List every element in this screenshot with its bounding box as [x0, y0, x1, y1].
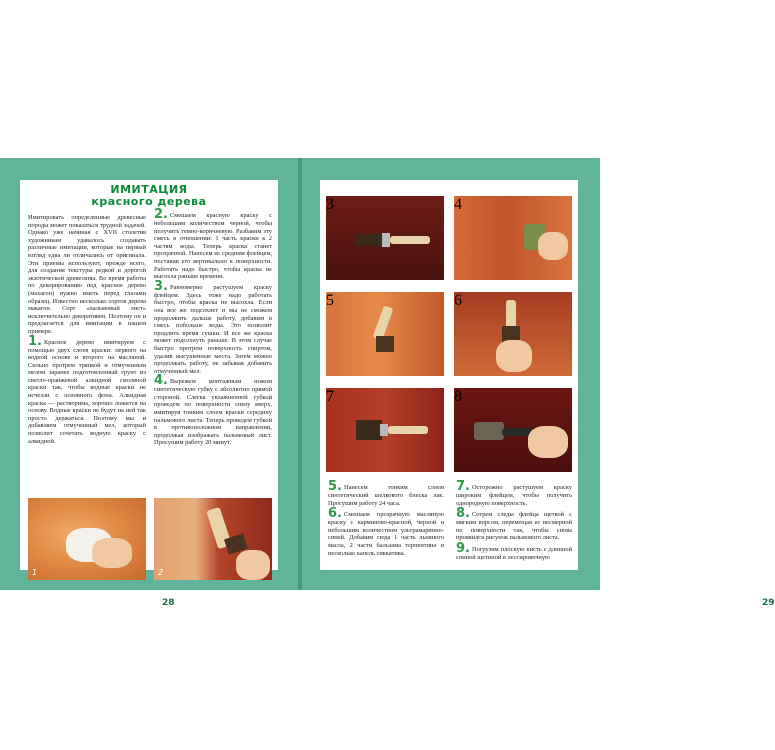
step-number: 7.	[456, 479, 470, 494]
step-5	[328, 479, 444, 507]
step-2	[154, 207, 272, 281]
photo-label: 7	[326, 388, 334, 405]
title-line-1: ИМИТАЦИЯ	[110, 183, 188, 196]
step-text: Равномерно растушуем краску флейцем. Здесь тоже надо работать быстро, чтобы краска не высохла. Если она все же подсохнет и мы не сможем продолжить дальше работу, добавим в смесь побольше воды. Это позволит продлить время сушки. И все же краска может подсохнуть раньше. В этом случае быстро протрем поверхность спиртом, удалив высушенные места. Затем можно продолжать работу, не забывая добавить отмученный мел.	[154, 283, 272, 375]
step-text: Красное дерево имитируем с помощью двух слоев краски: первого на водной основе и второго на масляной. Сильно протрем тряпкой и отмученным мелом заранее подготовленный грунт из светло-оранжевой алкидной смоляной краски так, чтобы водные краски не исчезли с основного фона. Алкидная краска — растворима, хорошо ложится на основу. Водные краски не будут на ней так просто держаться. Поэтому мы и добавляем отмученный мел, который позволит сочетать водную краску с алкидной.	[28, 338, 146, 445]
photo-label: 3	[326, 196, 334, 213]
step-7	[456, 479, 572, 507]
step-6	[328, 506, 444, 557]
photo-3-brush-dark	[326, 196, 444, 280]
step-8	[456, 506, 572, 542]
step-number: 8.	[456, 506, 470, 522]
book-spread	[0, 158, 775, 608]
book-gutter	[298, 158, 302, 590]
step-4	[154, 373, 272, 447]
page-number: 29	[762, 598, 775, 608]
photo-label: 6	[454, 292, 462, 309]
right-page	[320, 180, 775, 608]
photo-4-sponge-grain	[454, 196, 572, 280]
photo-label: 5	[326, 292, 334, 309]
photo-label: 2	[158, 568, 164, 577]
photo-label: 1	[32, 568, 38, 577]
step-number: 4.	[154, 373, 168, 389]
hand-shape	[496, 340, 532, 372]
photo-1-sponge-rubbing	[28, 498, 146, 580]
step-number: 2.	[154, 207, 168, 222]
step-9	[456, 540, 572, 562]
step-text: Осторожно растушуем краску широким флейцем, чтобы получить однородную поверхность.	[456, 484, 572, 507]
brush-handle-shape	[388, 426, 428, 434]
step-text: Вырежем монтажным ножом синтетическую губку с абсолютно прямой стороной. Слегка увлажненной губкой проведем по поверхности снизу вверх, имитируя тонким слоем краски середину пальмового листа. Теперь проведем губкой в противоположном направлении, продолжая изображать пальмовый лист. Просушим работу 20 минут.	[154, 378, 272, 447]
step-number: 5.	[328, 479, 342, 494]
hand-shape	[236, 550, 270, 580]
right-page-right-column	[456, 479, 572, 564]
step-1	[28, 333, 146, 446]
hand-shape	[528, 426, 568, 458]
brush-bristles-shape	[356, 420, 382, 440]
photo-2-brush-application	[154, 498, 272, 580]
hand-shape	[92, 538, 132, 568]
brush-bristles-shape	[376, 336, 394, 352]
photo-8-soft-brush	[454, 388, 572, 472]
right-page-left-column	[328, 479, 444, 559]
soft-brush-shape	[474, 422, 504, 440]
photo-label: 8	[454, 388, 462, 405]
step-number: 1.	[28, 333, 42, 349]
left-column	[28, 214, 146, 446]
step-text: Нанесем тонким слоем синтетический шелкового блеска лак. Просушим работу 24 часа.	[328, 484, 444, 507]
page-number: 28	[162, 598, 175, 608]
photo-7-wide-brush	[326, 388, 444, 472]
title-line-2: красного дерева	[91, 195, 207, 208]
photo-label: 4	[454, 196, 462, 213]
photo-6-brush-hand	[454, 292, 572, 376]
step-text: Смешаем прозрачную масляную краску с карминово-красной, черной и небольшим количеством ультрамаринно-синей. Добавим сюда 1 часть льняного масла, 2 части бальзама терпентина и несколько капель сиккатива.	[328, 511, 444, 557]
step-number: 3.	[154, 278, 168, 294]
hand-shape	[538, 232, 568, 260]
step-text: Погрузим плоскую кисть с длинной спиной щетиной в лессировочную	[456, 545, 572, 561]
brush-handle-shape	[506, 300, 516, 328]
step-number: 9.	[456, 540, 470, 556]
left-page	[20, 180, 278, 608]
step-text: Сотрем следы флейца щеткой с мягким ворсом, перемещая ее несмерной по поверхности так, чтобы снова проявился рисунок пальмового листа.	[456, 511, 572, 542]
step-3	[154, 278, 272, 376]
page-title	[20, 184, 278, 208]
step-text: Смешаем красную краску с небольшим количеством черной, чтобы получить темно-коричневую. Разбавим эту смесь в отношении: 1 часть краски к 2 частям воды. Теперь краска станет прозрачной. Нанесем ее средним флейцем, поставив его вертикально к поверхности. Работать надо быстро, чтобы краска не высохла раньше времени.	[154, 212, 272, 281]
brush-ferrule-shape	[382, 233, 390, 247]
right-column	[154, 207, 272, 448]
brush-ferrule-shape	[380, 424, 388, 436]
intro-paragraph: Имитировать определенные древесные породы может показаться трудной задачей. Однако уже начиная с XVII столетия художникам удавалось создавать различные имитации, которые на первый взгляд едва ли отличались от оригинала. Эти приемы используют, прежде всего, для создания текстуры редкой и дорогой экзотической древесины. Во время работы по декорированию под красное дерево (махагон) нужно иметь перед глазами образец. Известно несколько сортов дерева макагон. Сорт «пальмовый лист» исключительно декоративен. Поэтому он и предлагается для имитации в нашем примере.	[28, 214, 146, 335]
photo-5-brush-vertical	[326, 292, 444, 376]
step-number: 6.	[328, 506, 342, 522]
brush-handle-shape	[390, 236, 430, 244]
